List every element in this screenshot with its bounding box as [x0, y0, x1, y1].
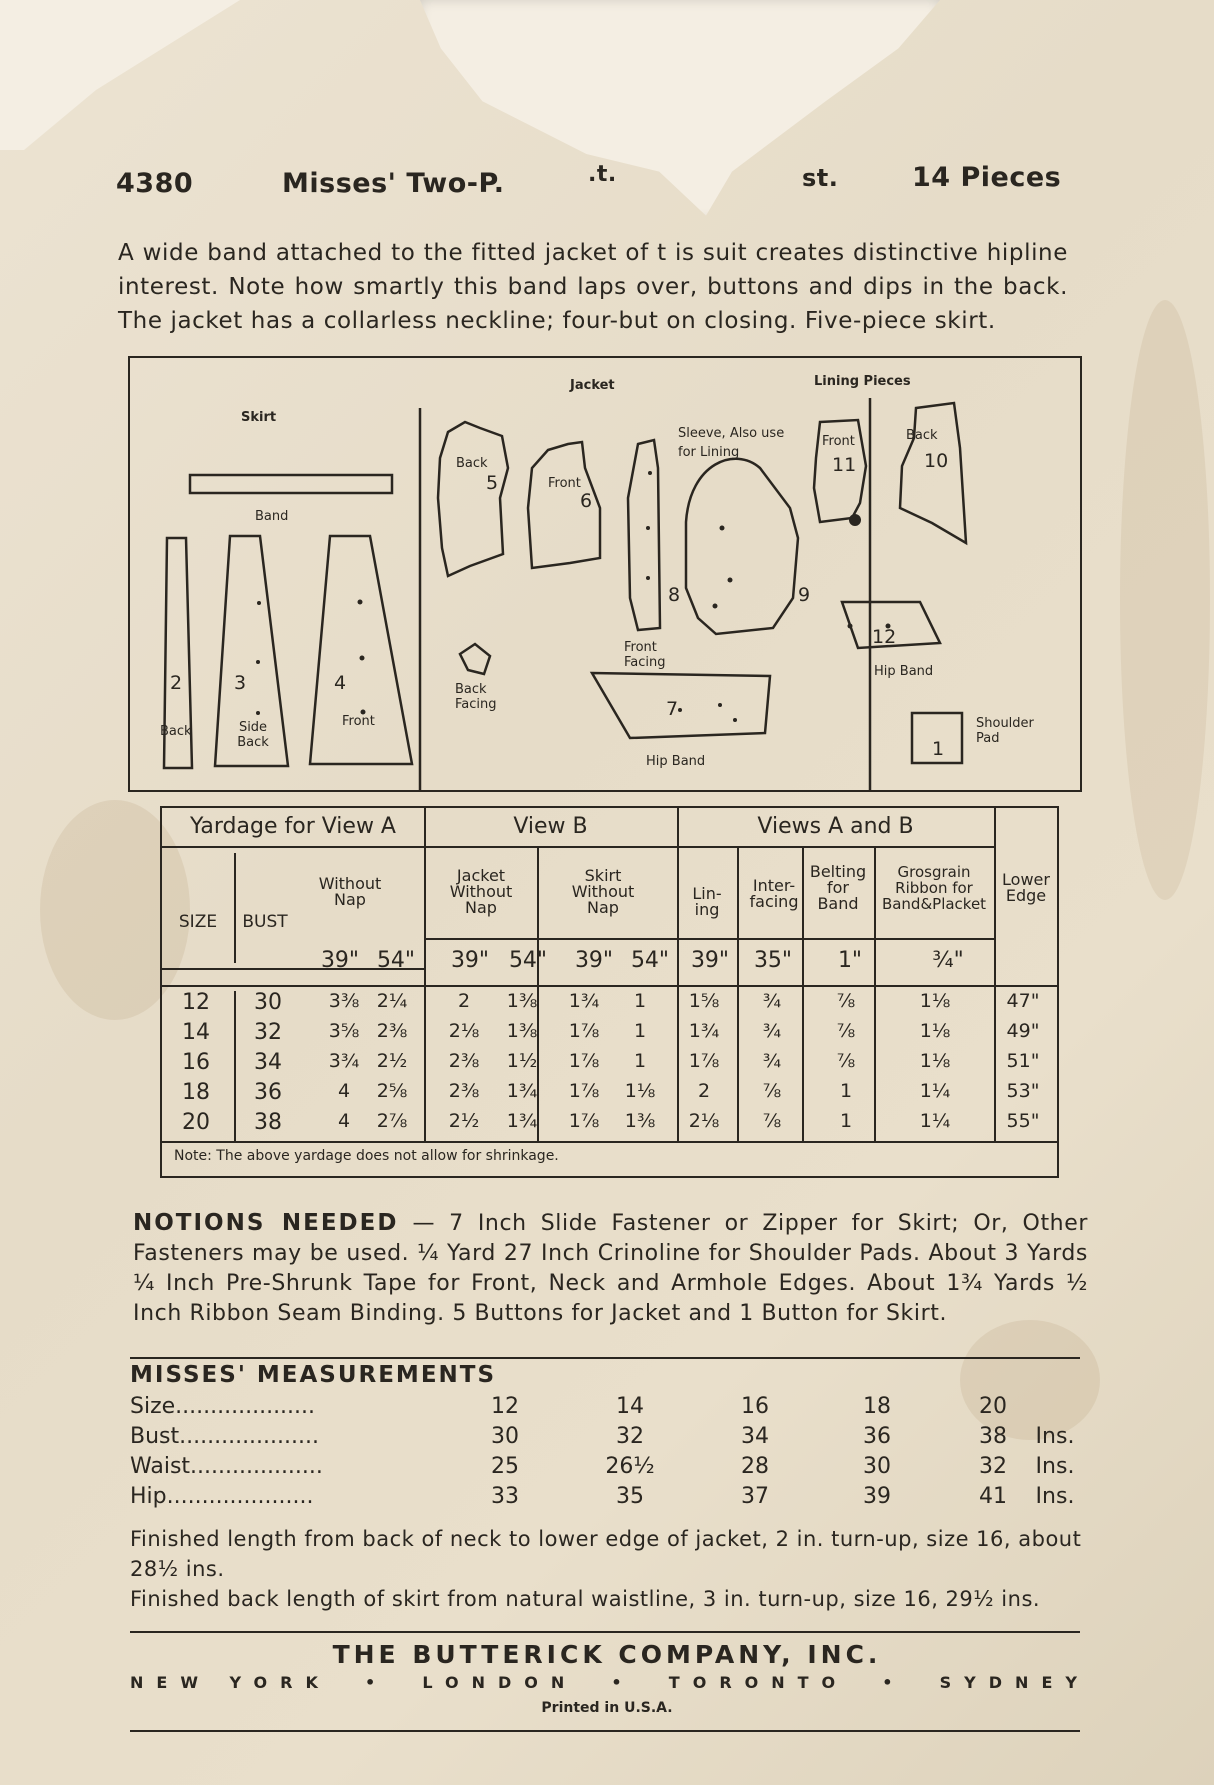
measurement-row: [130, 1454, 1090, 1484]
header-grosgrain: Grosgrain Ribbon for Band&Placket: [881, 863, 987, 913]
measurement-value: 30: [863, 1454, 891, 1479]
width-cell: 39": [320, 948, 360, 973]
table-cell: 1⅞: [568, 1080, 600, 1102]
table-cell: 3⅝: [328, 1020, 360, 1042]
table-cell: 47": [1006, 990, 1040, 1012]
width-cell: 39": [690, 948, 730, 973]
measurement-value: 38: [979, 1424, 1007, 1449]
label-front: Front: [342, 714, 375, 729]
table-cell: 1⅛: [919, 1050, 951, 1072]
table-cell: ⅞: [762, 1110, 782, 1132]
pattern-number: 4380: [116, 168, 194, 199]
measurement-value: 30: [491, 1424, 519, 1449]
label-shoulder-pad: Shoulder Pad: [976, 716, 1034, 746]
measurement-unit: Ins.: [1035, 1454, 1075, 1479]
section-label-lining: Lining Pieces: [814, 374, 911, 389]
measurement-unit: Ins.: [1035, 1484, 1075, 1509]
table-cell: 55": [1006, 1110, 1040, 1132]
piece-number-11: 11: [832, 454, 857, 476]
header-jacket-without-nap: Jacket Without Nap: [449, 866, 513, 917]
label-lining-back: Back: [906, 428, 938, 443]
measurement-label: Size....................: [130, 1394, 316, 1419]
label-jacket-back: Back: [456, 456, 488, 471]
piece-number-6: 6: [580, 490, 593, 512]
measurement-label: Bust....................: [130, 1424, 319, 1449]
measurement-value: 32: [979, 1454, 1007, 1479]
pattern-pieces-diagram: [128, 356, 1082, 792]
label-band: Band: [255, 509, 289, 524]
table-cell: 1¾: [688, 1020, 720, 1042]
measurement-value: 34: [741, 1424, 769, 1449]
city-separator: •: [882, 1673, 906, 1692]
measurement-value: 32: [616, 1424, 644, 1449]
table-cell: 1⅛: [919, 990, 951, 1012]
piece-number-3: 3: [234, 672, 247, 694]
table-cell: 1: [839, 1080, 853, 1102]
title-fragment-2: st.: [802, 164, 839, 192]
table-cell: 12: [182, 990, 210, 1015]
table-cell: 3¾: [328, 1050, 360, 1072]
city-new-york: NEW YORK: [130, 1673, 331, 1692]
header-bust: BUST: [242, 912, 288, 932]
header-views-ab: Views A and B: [757, 814, 914, 839]
label-jacket-front: Front: [548, 476, 581, 491]
table-cell: 1¼: [919, 1080, 951, 1102]
measurement-value: 33: [491, 1484, 519, 1509]
width-cell: 54": [630, 948, 670, 973]
measurement-value: 26½: [605, 1454, 655, 1479]
city-separator: •: [611, 1673, 635, 1692]
table-cell: 30: [254, 990, 282, 1015]
table-cell: 1¼: [919, 1110, 951, 1132]
table-cell: 2½: [376, 1050, 408, 1072]
city-separator: •: [365, 1673, 389, 1692]
table-cell: 2⅜: [448, 1080, 480, 1102]
width-cell: 39": [450, 948, 490, 973]
table-cell: 1: [633, 1050, 647, 1072]
city-toronto: TORONTO: [668, 1673, 849, 1692]
header-lining: Lin- ing: [692, 884, 722, 919]
header-skirt-without-nap: Skirt Without Nap: [571, 866, 635, 917]
table-cell: 1⅞: [568, 1050, 600, 1072]
table-cell: 2: [697, 1080, 711, 1102]
table-cell: 1⅛: [624, 1080, 656, 1102]
yardage-table: [160, 806, 1059, 1178]
table-cell: 1½: [506, 1050, 538, 1072]
table-cell: 1⅛: [919, 1020, 951, 1042]
width-cell: 54": [508, 948, 548, 973]
label-lining-front: Front: [822, 434, 855, 449]
table-cell: 1⅜: [624, 1110, 656, 1132]
table-cell: 1⅞: [688, 1050, 720, 1072]
table-cell: 32: [254, 1020, 282, 1045]
notions-needed: [133, 1208, 1088, 1329]
notions-label: NOTIONS NEEDED: [133, 1210, 399, 1236]
header-without-nap: Without Nap: [318, 874, 382, 909]
table-cell: 36: [254, 1080, 282, 1105]
table-cell: ⅞: [836, 990, 856, 1012]
measurement-unit: Ins.: [1035, 1424, 1075, 1449]
header-lower-edge: Lower Edge: [1002, 870, 1050, 905]
piece-number-4: 4: [334, 672, 347, 694]
measurement-value: 39: [863, 1484, 891, 1509]
measurement-value: 37: [741, 1484, 769, 1509]
label-sleeve: Sleeve, Also use for Lining: [678, 426, 785, 460]
measurement-row: [130, 1424, 1090, 1454]
measurement-value: 12: [491, 1394, 519, 1419]
measurement-value: 20: [979, 1394, 1007, 1419]
table-cell: 2⅝: [376, 1080, 408, 1102]
table-cell: 1⅝: [688, 990, 720, 1012]
table-cell: 38: [254, 1110, 282, 1135]
table-cell: ¾: [762, 1050, 782, 1072]
measurement-label: Waist...................: [130, 1454, 323, 1479]
table-cell: 14: [182, 1020, 210, 1045]
measurement-row: [130, 1394, 1090, 1424]
table-cell: 34: [254, 1050, 282, 1075]
piece-number-8: 8: [668, 584, 681, 606]
table-cell: 2: [457, 990, 471, 1012]
section-label-skirt: Skirt: [241, 410, 277, 425]
table-cell: 1⅜: [506, 1020, 538, 1042]
label-front-facing: Front Facing: [624, 640, 666, 670]
measurement-value: 14: [616, 1394, 644, 1419]
measurements-title: MISSES' MEASUREMENTS: [130, 1362, 497, 1388]
table-cell: 2¼: [376, 990, 408, 1012]
width-cell: ¾": [932, 948, 964, 973]
printed-in: Printed in U.S.A.: [541, 1700, 673, 1716]
table-cell: 2½: [448, 1110, 480, 1132]
piece-number-1: 1: [932, 738, 945, 760]
table-cell: ¾: [762, 1020, 782, 1042]
table-cell: 2⅜: [376, 1020, 408, 1042]
table-cell: ⅞: [762, 1080, 782, 1102]
table-cell: 2⅛: [448, 1020, 480, 1042]
table-cell: 20: [182, 1110, 210, 1135]
pattern-title: Misses' Two-P.: [282, 168, 505, 199]
table-cell: 4: [337, 1080, 351, 1102]
piece-number-7: 7: [666, 698, 679, 720]
piece-number-12: 12: [872, 626, 897, 648]
measurement-value: 28: [741, 1454, 769, 1479]
measurement-value: 35: [616, 1484, 644, 1509]
label-side-back: Side Back: [237, 720, 269, 750]
table-cell: 4: [337, 1110, 351, 1132]
table-cell: ¾: [762, 990, 782, 1012]
measurement-value: 18: [863, 1394, 891, 1419]
table-cell: 1: [839, 1110, 853, 1132]
table-cell: 3⅜: [328, 990, 360, 1012]
piece-number-9: 9: [798, 584, 811, 606]
label-hip-band: Hip Band: [646, 754, 706, 769]
notions-text: — 7 Inch Slide Fastener or Zipper for Skirt; Or, Other Fasteners may be used. ¼ Yard 27 Inch Crinoline for Shoulder Pads. About 3 Yards ¼ Inch Pre-Shrunk Tape for Front, Neck and Armhole Edges. About 1¾ Yards ½ Inch Ribbon Seam Binding. 5 Buttons for Jacket and 1 Button for Skirt.: [133, 1211, 1089, 1326]
measurement-label: Hip.....................: [130, 1484, 314, 1509]
city-london: LONDON: [422, 1673, 578, 1692]
table-cell: 2⅛: [688, 1110, 720, 1132]
table-cell: 51": [1006, 1050, 1040, 1072]
table-cell: 49": [1006, 1020, 1040, 1042]
company-name: THE BUTTERICK COMPANY, INC.: [332, 1640, 882, 1669]
table-cell: 2⅞: [376, 1110, 408, 1132]
measurement-value: 25: [491, 1454, 519, 1479]
table-cell: 1¾: [568, 990, 600, 1012]
title-fragment: .t.: [588, 162, 617, 187]
piece-number-5: 5: [486, 472, 499, 494]
table-cell: ⅞: [836, 1050, 856, 1072]
finished-length-skirt: Finished back length of skirt from natural waistline, 3 in. turn-up, size 16, 29½ ins.: [130, 1587, 1041, 1611]
width-cell: 54": [376, 948, 416, 973]
width-cell: 35": [753, 948, 793, 973]
header-belting: Belting for Band: [809, 862, 867, 913]
company-cities: [130, 1673, 1090, 1692]
table-cell: 1¾: [506, 1080, 538, 1102]
measurement-value: 16: [741, 1394, 769, 1419]
width-cell: 1": [837, 948, 863, 973]
table-cell: ⅞: [836, 1020, 856, 1042]
pieces-count: 14 Pieces: [912, 162, 1062, 193]
table-cell: 2⅜: [448, 1050, 480, 1072]
table-cell: 1⅞: [568, 1110, 600, 1132]
label-back: Back: [160, 724, 192, 739]
piece-number-10: 10: [924, 450, 949, 472]
torn-corner: [0, 0, 240, 150]
table-cell: 16: [182, 1050, 210, 1075]
piece-number-2: 2: [170, 672, 183, 694]
header-interfacing: Inter- facing: [749, 876, 799, 911]
header-size: SIZE: [178, 912, 218, 932]
table-cell: 1: [633, 990, 647, 1012]
table-cell: 1: [633, 1020, 647, 1042]
width-cell: 39": [574, 948, 614, 973]
header-view-a: Yardage for View A: [190, 814, 396, 839]
label-back-facing: Back Facing: [455, 682, 497, 712]
table-cell: 1⅜: [506, 990, 538, 1012]
table-cell: 18: [182, 1080, 210, 1105]
finished-length-jacket: Finished length from back of neck to lower edge of jacket, 2 in. turn-up, size 16, about 28½ ins.: [130, 1527, 1082, 1581]
table-cell: 1¾: [506, 1110, 538, 1132]
description: A wide band attached to the fitted jacket of t is suit creates distinctive hipline interest. Note how smartly this band laps over, buttons and dips in the back. The jacket has a collarless neckline; four-but on closing. Five-piece skirt.: [118, 240, 1068, 334]
city-sydney: SYDNEY: [939, 1673, 1090, 1692]
label-lining-hip-band: Hip Band: [874, 664, 934, 679]
measurement-row: [130, 1484, 1090, 1514]
table-cell: 1⅞: [568, 1020, 600, 1042]
measurement-value: 36: [863, 1424, 891, 1449]
header-view-b: View B: [513, 814, 588, 839]
measurement-value: 41: [979, 1484, 1007, 1509]
section-label-jacket: Jacket: [570, 378, 615, 393]
yardage-note: Note: The above yardage does not allow for shrinkage.: [174, 1148, 559, 1164]
table-cell: 53": [1006, 1080, 1040, 1102]
